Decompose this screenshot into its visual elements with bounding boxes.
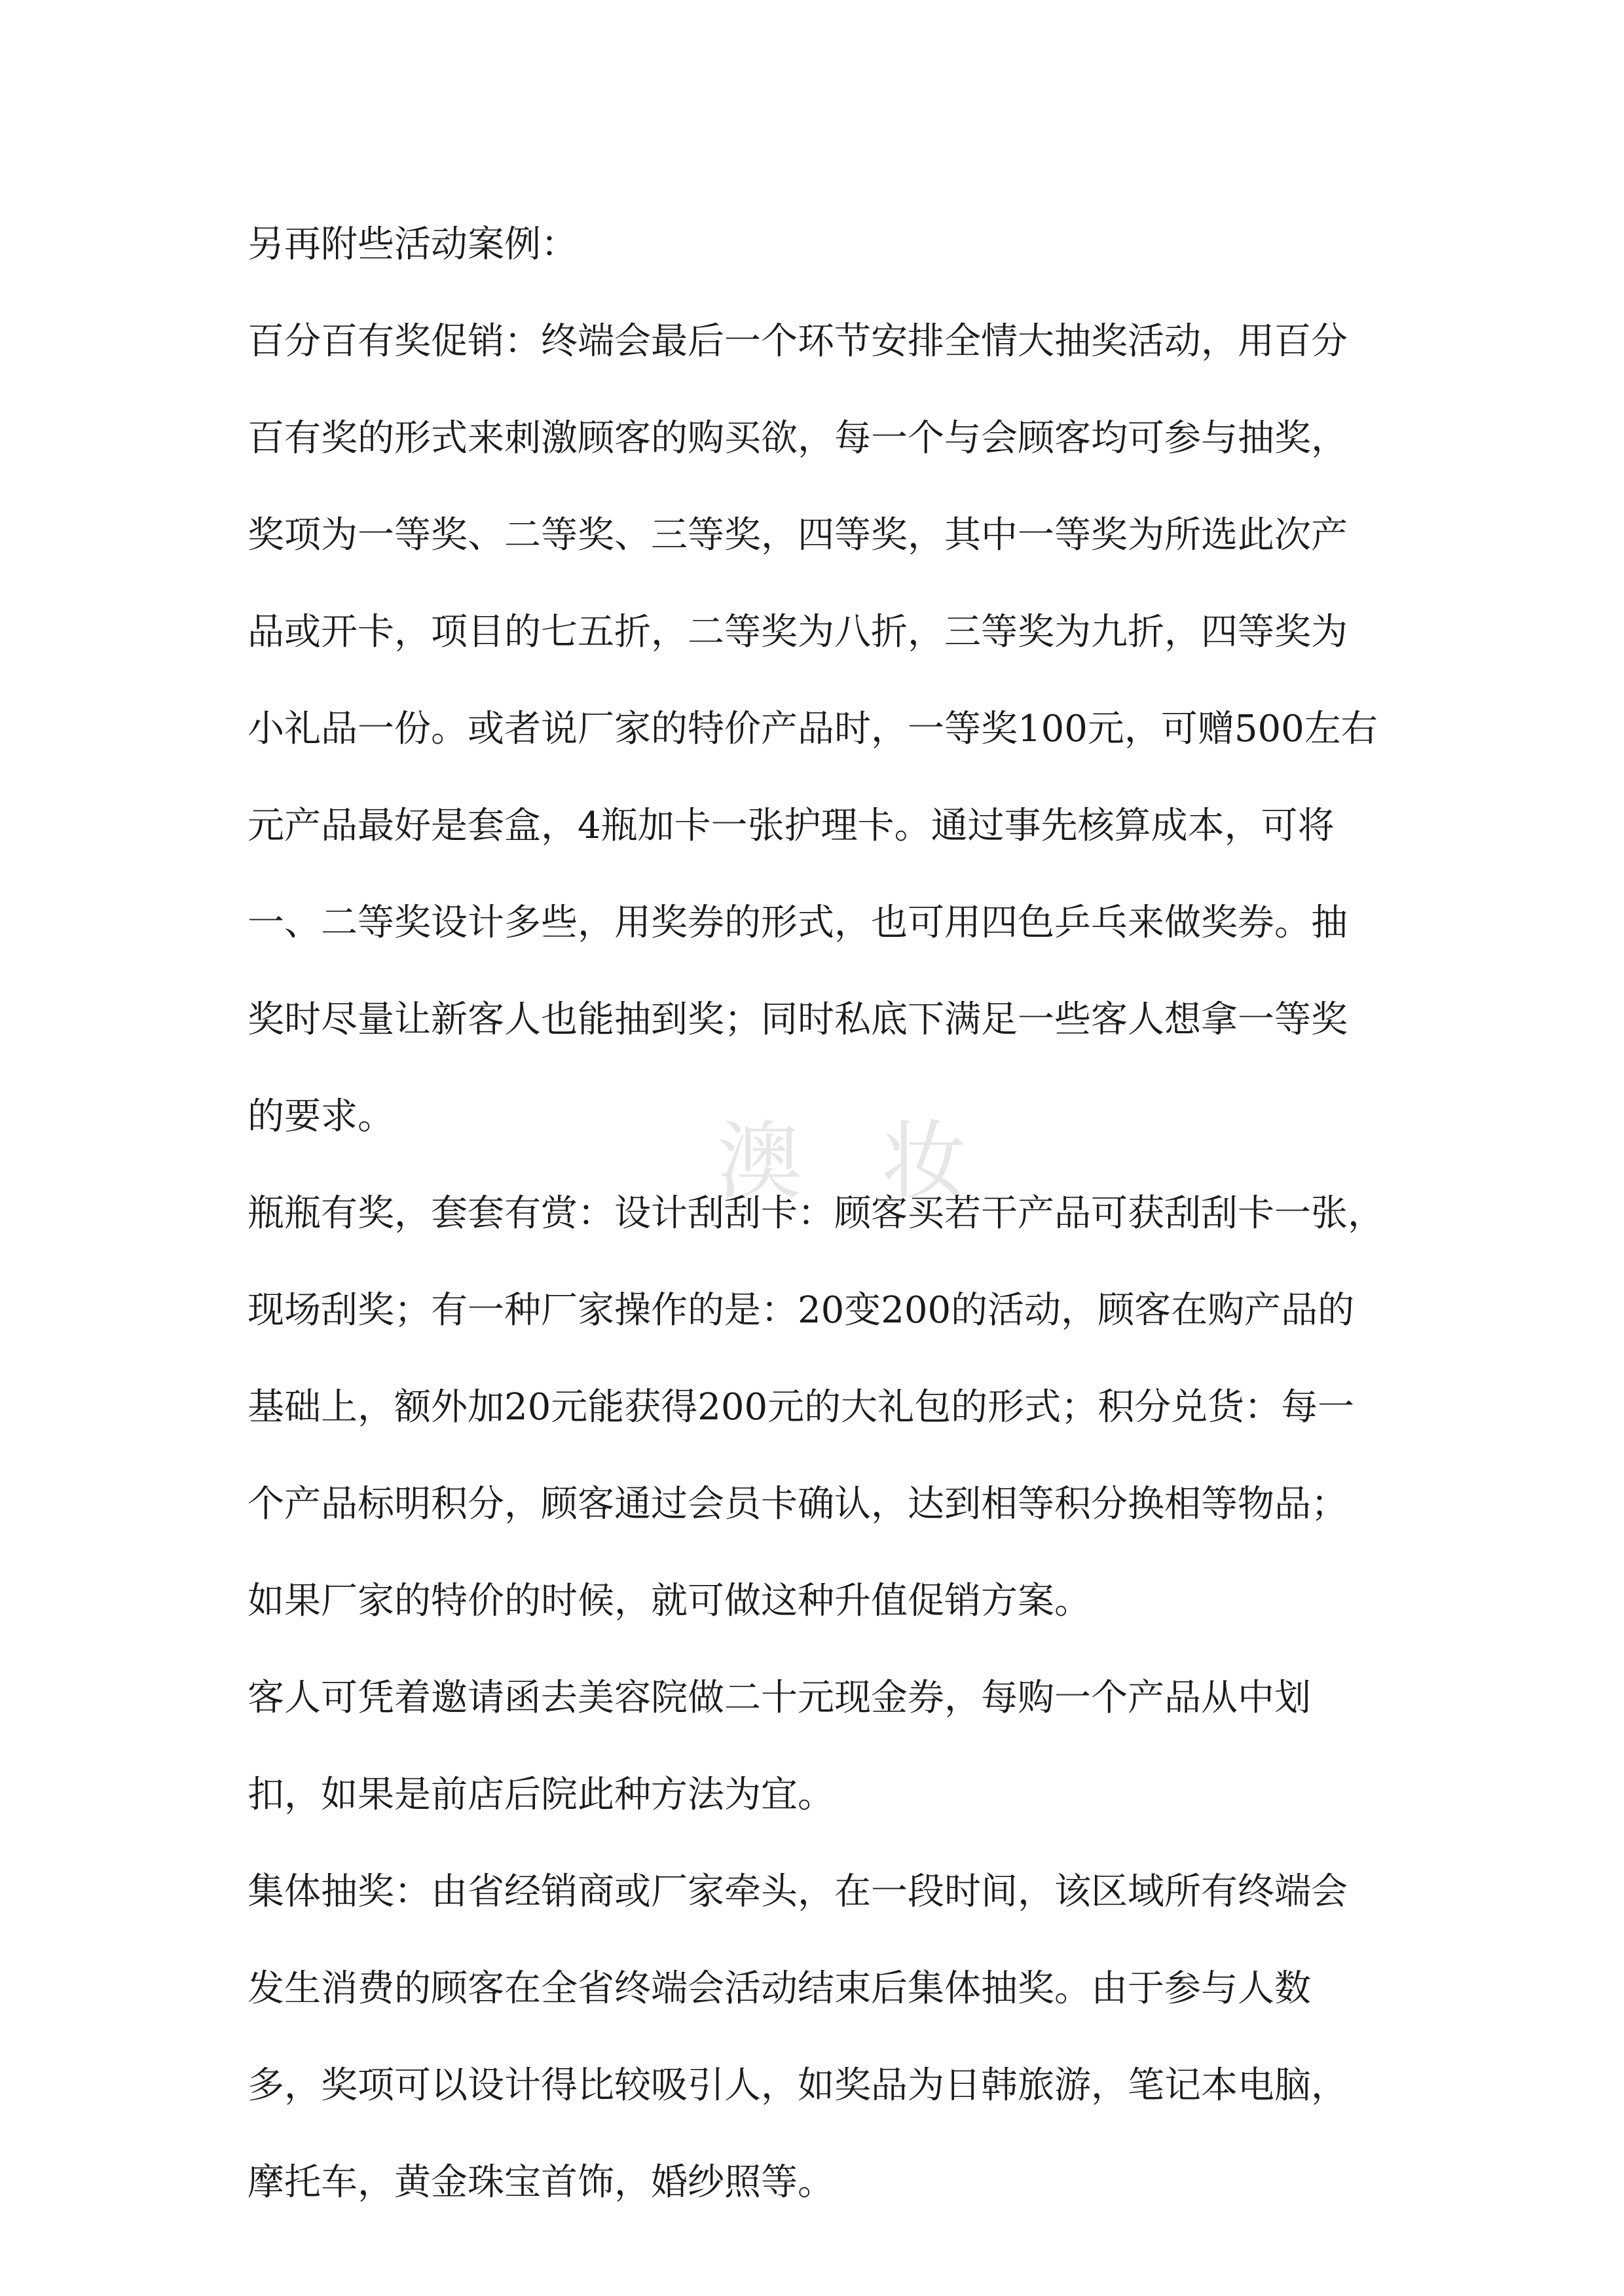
paragraph-line: 扣，如果是前店后院此种方法为宜。 [248,1774,834,1816]
paragraph-line: 的要求。 [248,1095,394,1138]
paragraph-line: 一、二等奖设计多些，用奖券的形式，也可用四色乒乓来做奖券。抽 [248,902,1348,944]
paragraph-line: 瓶瓶有奖，套套有赏：设计刮刮卡：顾客买若干产品可获刮刮卡一张， [248,1192,1384,1235]
paragraph-line: 小礼品一份。或者说厂家的特价产品时，一等奖100元，可赠500左右 [248,708,1378,750]
paragraph-line: 摩托车，黄金珠宝首饰，婚纱照等。 [248,2161,834,2204]
paragraph-line: 百分百有奖促销：终端会最后一个环节安排全情大抽奖活动，用百分 [248,320,1348,363]
paragraph-line: 个产品标明积分，顾客通过会员卡确认，达到相等积分换相等物品； [248,1483,1348,1525]
paragraph-line: 多，奖项可以设计得比较吸引人，如奖品为日韩旅游，笔记本电脑， [248,2064,1348,2107]
paragraph-line: 基础上，额外加20元能获得200元的大礼包的形式；积分兑货：每一 [248,1386,1355,1429]
paragraph-line: 奖项为一等奖、二等奖、三等奖，四等奖，其中一等奖为所选此次产 [248,514,1348,556]
document-body [248,196,1400,2231]
paragraph-line: 客人可凭着邀请函去美容院做二十元现金券，每购一个产品从中划 [248,1677,1311,1719]
paragraph-line: 发生消费的顾客在全省终端会活动结束后集体抽奖。由于参与人数 [248,1967,1311,2010]
paragraph-line: 现场刮奖；有一种厂家操作的是：20变200的活动，顾客在购产品的 [248,1289,1355,1332]
paragraph-line: 如果厂家的特价的时候，就可做这种升值促销方案。 [248,1580,1091,1622]
paragraph-line: 集体抽奖：由省经销商或厂家牵头，在一段时间，该区域所有终端会 [248,1870,1348,1913]
paragraph-line: 元产品最好是套盒，4瓶加卡一张护理卡。通过事先核算成本，可将 [248,805,1335,847]
paragraph-line: 品或开卡，项目的七五折，二等奖为八折，三等奖为九折，四等奖为 [248,611,1348,653]
paragraph-line: 奖时尽量让新客人也能抽到奖；同时私底下满足一些客人想拿一等奖 [248,998,1348,1041]
watermark-text: 澳 妆 [717,1112,993,1211]
intro-line: 另再附些活动案例： [248,223,578,266]
paragraph-line: 百有奖的形式来刺激顾客的购买欲，每一个与会顾客均可参与抽奖， [248,417,1348,460]
